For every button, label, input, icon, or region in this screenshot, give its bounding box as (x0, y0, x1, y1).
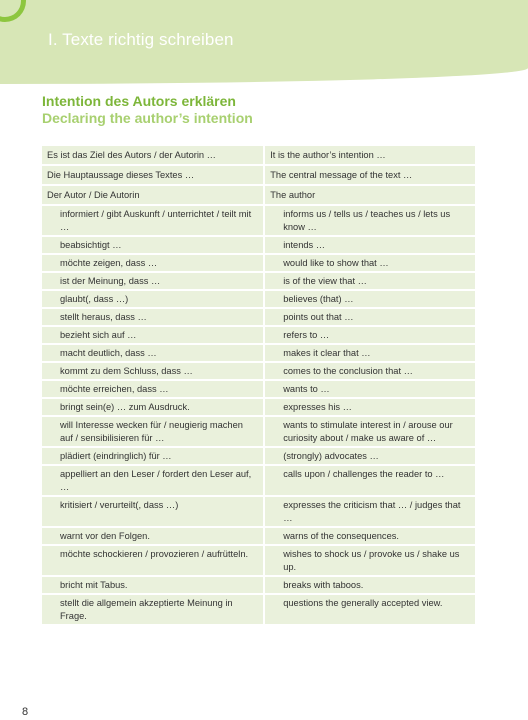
english-phrase-cell: It is the author’s intention … (265, 146, 475, 164)
german-phrase-cell: stellt heraus, dass … (42, 309, 263, 325)
german-phrase-cell: warnt vor den Folgen. (42, 528, 263, 544)
table-row (42, 497, 475, 526)
english-phrase-cell: The central message of the text … (265, 166, 475, 184)
table-row (42, 273, 475, 289)
english-phrase-cell: comes to the conclusion that … (265, 363, 475, 379)
german-phrase-cell: stellt die allgemein akzeptierte Meinung in Frage. (42, 595, 263, 624)
table-row (42, 381, 475, 397)
table-row (42, 546, 475, 575)
table-row (42, 448, 475, 464)
english-phrase-cell: informs us / tells us / teaches us / lets us know … (265, 206, 475, 235)
german-phrase-cell: glaubt(, dass …) (42, 291, 263, 307)
english-phrase-cell: wants to … (265, 381, 475, 397)
table-row (42, 327, 475, 343)
german-phrase-cell: Es ist das Ziel des Autors / der Autorin … (42, 146, 263, 164)
english-phrase-cell: warns of the consequences. (265, 528, 475, 544)
english-phrase-cell: expresses his … (265, 399, 475, 415)
german-phrase-cell: appelliert an den Leser / fordert den Leser auf, … (42, 466, 263, 495)
table-row (42, 399, 475, 415)
table-row (42, 146, 475, 164)
german-phrase-cell: Der Autor / Die Autorin (42, 186, 263, 204)
english-phrase-cell: wishes to shock us / provoke us / shake us up. (265, 546, 475, 575)
english-phrase-cell: breaks with taboos. (265, 577, 475, 593)
german-phrase-cell: Die Hauptaussage dieses Textes … (42, 166, 263, 184)
german-phrase-cell: möchte erreichen, dass … (42, 381, 263, 397)
table-row (42, 345, 475, 361)
table-row (42, 206, 475, 235)
chapter-title: I. Texte richtig schreiben (48, 30, 234, 49)
german-phrase-cell: bringt sein(e) … zum Ausdruck. (42, 399, 263, 415)
english-phrase-cell: wants to stimulate interest in / arouse our curiosity about / make us aware of … (265, 417, 475, 446)
table-row (42, 166, 475, 184)
english-phrase-cell: points out that … (265, 309, 475, 325)
section-title-english: Declaring the author’s intention (42, 110, 253, 126)
english-phrase-cell: is of the view that … (265, 273, 475, 289)
german-phrase-cell: möchte schockieren / provozieren / aufrütteln. (42, 546, 263, 575)
english-phrase-cell: expresses the criticism that … / judges that … (265, 497, 475, 526)
table-row (42, 309, 475, 325)
phrase-table-body (42, 146, 475, 624)
german-phrase-cell: möchte zeigen, dass … (42, 255, 263, 271)
table-row (42, 237, 475, 253)
german-phrase-cell: ist der Meinung, dass … (42, 273, 263, 289)
table-row (42, 291, 475, 307)
english-phrase-cell: believes (that) … (265, 291, 475, 307)
english-phrase-cell: makes it clear that … (265, 345, 475, 361)
table-row (42, 466, 475, 495)
german-phrase-cell: informiert / gibt Auskunft / unterrichtet / teilt mit … (42, 206, 263, 235)
german-phrase-cell: plädiert (eindringlich) für … (42, 448, 263, 464)
table-row (42, 186, 475, 204)
page-number: 8 (22, 706, 29, 718)
phrase-table (40, 144, 477, 626)
table-row (42, 595, 475, 624)
german-phrase-cell: beabsichtigt … (42, 237, 263, 253)
english-phrase-cell: refers to … (265, 327, 475, 343)
table-row (42, 417, 475, 446)
german-phrase-cell: will Interesse wecken für / neugierig machen auf / sensibilisieren für … (42, 417, 263, 446)
table-row (42, 255, 475, 271)
english-phrase-cell: calls upon / challenges the reader to … (265, 466, 475, 495)
section-title-german: Intention des Autors erklären (42, 93, 236, 109)
table-row (42, 577, 475, 593)
english-phrase-cell: (strongly) advocates … (265, 448, 475, 464)
english-phrase-cell: intends … (265, 237, 475, 253)
german-phrase-cell: bricht mit Tabus. (42, 577, 263, 593)
table-row (42, 363, 475, 379)
german-phrase-cell: kommt zu dem Schluss, dass … (42, 363, 263, 379)
english-phrase-cell: would like to show that … (265, 255, 475, 271)
english-phrase-cell: The author (265, 186, 475, 204)
german-phrase-cell: kritisiert / verurteilt(, dass …) (42, 497, 263, 526)
german-phrase-cell: bezieht sich auf … (42, 327, 263, 343)
german-phrase-cell: macht deutlich, dass … (42, 345, 263, 361)
table-row (42, 528, 475, 544)
english-phrase-cell: questions the generally accepted view. (265, 595, 475, 624)
